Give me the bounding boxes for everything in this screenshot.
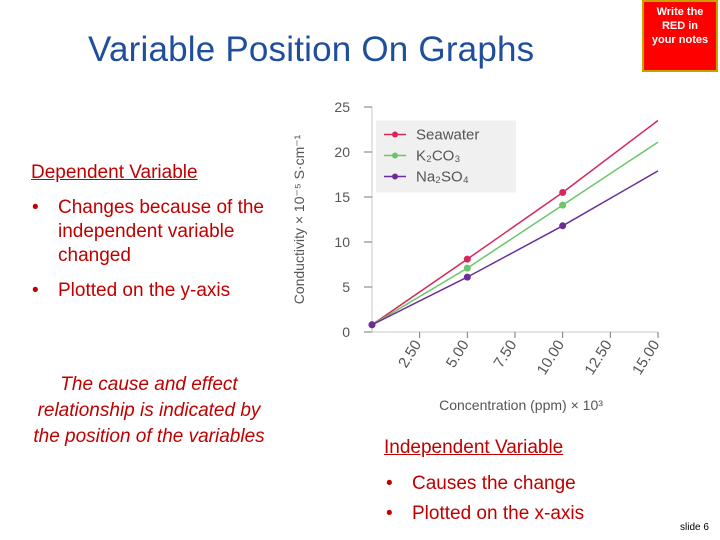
data-point — [464, 256, 471, 263]
bullet-icon: • — [32, 280, 39, 301]
dependent-variable-list — [30, 196, 295, 314]
x-tick-label: 12.50 — [581, 337, 616, 378]
notes-line-2: RED in — [661, 20, 699, 32]
x-tick-label: 15.00 — [629, 337, 664, 378]
bullet-text: Plotted on the x-axis — [412, 503, 585, 524]
data-point — [559, 222, 566, 229]
data-point — [464, 274, 471, 281]
y-tick-label: 20 — [334, 144, 350, 160]
y-tick-label: 15 — [334, 189, 350, 205]
dependent-variable-heading: Dependent Variable — [31, 162, 198, 183]
data-point — [369, 321, 376, 328]
independent-variable-heading: Independent Variable — [384, 437, 564, 458]
y-axis-label: Conductivity × 10⁻⁵ S·cm⁻¹ — [291, 134, 307, 305]
bullet-icon: • — [386, 473, 393, 494]
data-point — [559, 202, 566, 209]
bullet-icon: • — [32, 197, 39, 218]
bullet-text: Causes the change — [412, 473, 576, 494]
x-tick-label: 10.00 — [533, 337, 569, 378]
series-line — [372, 168, 658, 325]
slide-title: Variable Position On Graphs — [88, 30, 535, 69]
list-item — [30, 196, 295, 268]
legend-label: K₂CO₃ — [416, 147, 461, 165]
independent-variable-list — [384, 472, 584, 532]
notes-line-3: your notes — [651, 34, 709, 46]
x-tick-label: 2.50 — [395, 337, 426, 371]
chart-legend — [376, 121, 516, 193]
notes-line-1: Write the — [656, 6, 704, 18]
cause-effect-note: The cause and effect relationship is indicated by the position of the variables — [33, 374, 265, 447]
legend-marker — [392, 153, 398, 159]
list-item — [30, 279, 295, 303]
y-tick-label: 5 — [342, 279, 350, 295]
notes-reminder-box — [642, 0, 718, 72]
list-item — [384, 472, 584, 496]
bullet-text: Changes because of the independent variable changed — [58, 197, 264, 266]
data-point — [464, 265, 471, 272]
x-tick-label: 5.00 — [442, 337, 473, 371]
legend-marker — [392, 132, 398, 138]
legend-label: Seawater — [416, 126, 480, 144]
slide-number: slide 6 — [680, 522, 709, 533]
bullet-text: Plotted on the y-axis — [58, 280, 231, 301]
y-tick-label: 10 — [334, 234, 350, 250]
list-item — [384, 502, 584, 526]
x-axis-label: Concentration (ppm) × 10³ — [439, 397, 603, 413]
x-tick-label: 7.50 — [490, 337, 521, 371]
bullet-icon: • — [386, 503, 393, 524]
legend-marker — [392, 174, 398, 180]
conductivity-chart — [280, 92, 665, 422]
legend-label: Na₂SO₄ — [416, 168, 469, 186]
data-point — [559, 189, 566, 196]
y-tick-label: 0 — [342, 324, 350, 340]
y-tick-label: 25 — [334, 99, 350, 115]
